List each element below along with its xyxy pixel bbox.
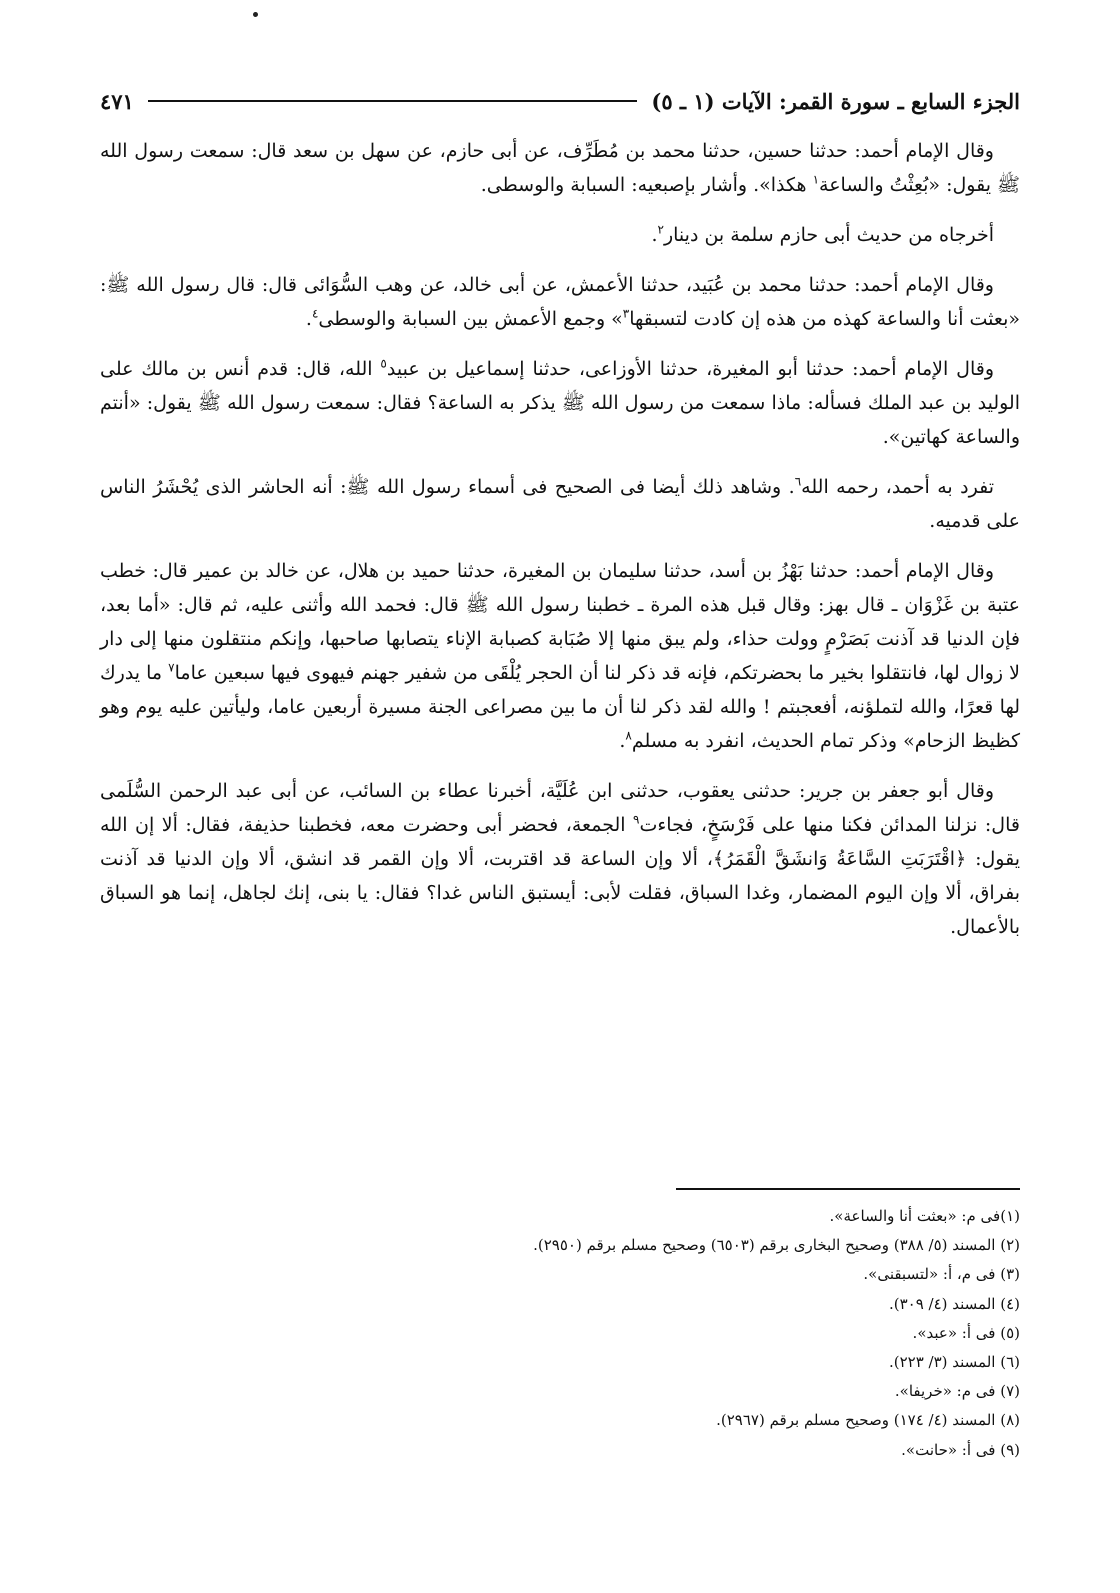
stray-mark bbox=[253, 12, 258, 17]
footnote-ref: ٤ bbox=[311, 306, 319, 321]
text: الجمعة، فحضر أبى وحضرت معه، فخطبنا حذيفة، فقال: ألا إن الله يقول: ﴿اقْتَرَبَتِ السَّاعَةُ وَانشَقَّ الْقَمَرُ﴾، ألا وإن الساعة قد اقتربت، ألا وإن القمر قد انشق، ألا وإن الدنيا قد آذنت بفراق، ألا وإن اليوم المضمار، وغدا السباق، فقلت لأبى: أيستبق الناس غدا؟ فقال: يا بنى، إنك لجاهل، إنما هو السباق بالأعمال. bbox=[100, 814, 1020, 938]
footnote-ref: ٥ bbox=[380, 356, 387, 371]
paragraph-4 bbox=[100, 352, 1020, 454]
text: تفرد به أحمد، رحمه الله bbox=[801, 476, 994, 498]
footnote-ref: ٦ bbox=[794, 474, 802, 489]
footnote-3: (٣) فى م، أ: «لتسبقنى». bbox=[863, 1265, 1020, 1284]
text: أخرجاه من حديث أبى حازم سلمة بن دينار bbox=[663, 224, 994, 246]
footnote-ref: ٢ bbox=[657, 222, 664, 237]
header-rule bbox=[148, 100, 638, 102]
text: . bbox=[619, 730, 626, 752]
main-text bbox=[100, 134, 1020, 960]
footnote-4: (٤) المسند (٤/ ٣٠٩). bbox=[888, 1294, 1020, 1313]
footnote-ref: ٨ bbox=[625, 728, 632, 743]
footnote-ref: ١ bbox=[812, 172, 820, 187]
footnote-2: (٢) المسند (٥/ ٣٨٨) وصحيح البخارى برقم (٦٥٠٣) وصحيح مسلم برقم (٢٩٥٠). bbox=[533, 1236, 1020, 1255]
page-number: ٤٧١ bbox=[100, 88, 134, 114]
footnote-7: (٧) فى م: «خريفا». bbox=[894, 1382, 1020, 1401]
footnote-separator bbox=[676, 1188, 1020, 1190]
text: وقال أبو جعفر بن جرير: حدثنى يعقوب، حدثنى ابن عُلَيَّة، أخبرنا عطاء بن السائب، عن أبى عبد الرحمن السُّلَمى قال: نزلنا المدائن فكنا منها على فَرْسَخٍ، فجاءت bbox=[100, 780, 1020, 836]
footnote-6: (٦) المسند (٣/ ٢٢٣). bbox=[888, 1353, 1020, 1372]
paragraph-6 bbox=[100, 554, 1020, 758]
text: وقال الإمام أحمد: حدثنا بَهْزُ بن أسد، حدثنا سليمان بن المغيرة، حدثنا حميد بن هلال، عن خالد بن عمير قال: خطب عتبة بن غَزْوَان ـ قال بهز: وقال قبل هذه المرة ـ خطبنا رسول الله ﷺ قال: فحمد الله وأثنى عليه، ثم قال: «أما بعد، فإن الدنيا قد آذنت بَصَرْمٍ وولت حذاء، ولم يبق منها إلا صُبَابة كصبابة الإناء يتصابها صاحبها، وإنكم منتقلون منها إلى دار لا زوال لها، فانتقلوا بخير ما بحضرتكم، فإنه قد ذكر لنا أن الحجر يُلْقَى من شفير جهنم فيهوى فيها سبعين عاما bbox=[100, 560, 1020, 684]
text: الله، قال: قدم أنس بن مالك على الوليد بن عبد الملك فسأله: ماذا سمعت من رسول الله ﷺ يذكر به الساعة؟ فقال: سمعت رسول الله ﷺ يقول: «أنتم والساعة كهاتين». bbox=[100, 358, 1020, 448]
text: هكذا». وأشار بإصبعيه: السبابة والوسطى. bbox=[480, 174, 813, 196]
text: . bbox=[651, 224, 658, 246]
footnote-8: (٨) المسند (٤/ ١٧٤) وصحيح مسلم برقم (٢٩٦٧). bbox=[716, 1411, 1020, 1430]
text: ما يدرك لها قعرًا، والله لتملؤنه، أفعجبتم ! والله لقد ذكر لنا أن ما بين مصراعى الجنة مسيرة أربعين عاما، وليأتين عليه يوم وهو كظيظ الزحام» وذكر تمام الحديث، انفرد به مسلم bbox=[100, 662, 1020, 752]
text: وقال الإمام أحمد: حدثنا أبو المغيرة، حدثنا الأوزاعى، حدثنا إسماعيل بن عبيد bbox=[386, 358, 994, 380]
footnote-1: (١)فى م: «بعثت أنا والساعة». bbox=[829, 1207, 1020, 1225]
text: . bbox=[305, 308, 312, 330]
footnote-ref: ٣ bbox=[622, 306, 630, 321]
footnote-9: (٩) فى أ: «حانت». bbox=[901, 1440, 1020, 1459]
paragraph-2 bbox=[100, 218, 1020, 252]
text: » وجمع الأعمش بين السبابة والوسطى bbox=[318, 308, 623, 330]
footnote-5: (٥) فى أ: «عبد». bbox=[912, 1323, 1020, 1342]
footnotes bbox=[100, 1202, 1020, 1465]
text: وقال الإمام أحمد: حدثنا حسين، حدثنا محمد بن مُطَرِّف، عن أبى حازم، عن سهل بن سعد قال: سمعت رسول الله ﷺ يقول: «بُعِثْتُ والساعة bbox=[100, 140, 1020, 196]
paragraph-7 bbox=[100, 774, 1020, 944]
footnote-ref: ٧ bbox=[168, 660, 175, 675]
paragraph-5 bbox=[100, 470, 1020, 538]
text: وقال الإمام أحمد: حدثنا محمد بن عُبَيد، حدثنا الأعمش، عن أبى خالد، عن وهب السُّوَائى قال: قال رسول الله ﷺ: «بعثت أنا والساعة كهذه من هذه إن كادت لتسبقها bbox=[100, 274, 1020, 330]
footnote-ref: ٩ bbox=[633, 812, 640, 827]
text: . وشاهد ذلك أيضا فى الصحيح فى أسماء رسول الله ﷺ: أنه الحاشر الذى يُحْشَرُ الناس على قدميه. bbox=[100, 476, 1020, 532]
page-header bbox=[100, 84, 1020, 118]
paragraph-3 bbox=[100, 268, 1020, 336]
running-title: الجزء السابع ـ سورة القمر: الآيات (١ ـ ٥) bbox=[651, 88, 1020, 114]
paragraph-1 bbox=[100, 134, 1020, 202]
